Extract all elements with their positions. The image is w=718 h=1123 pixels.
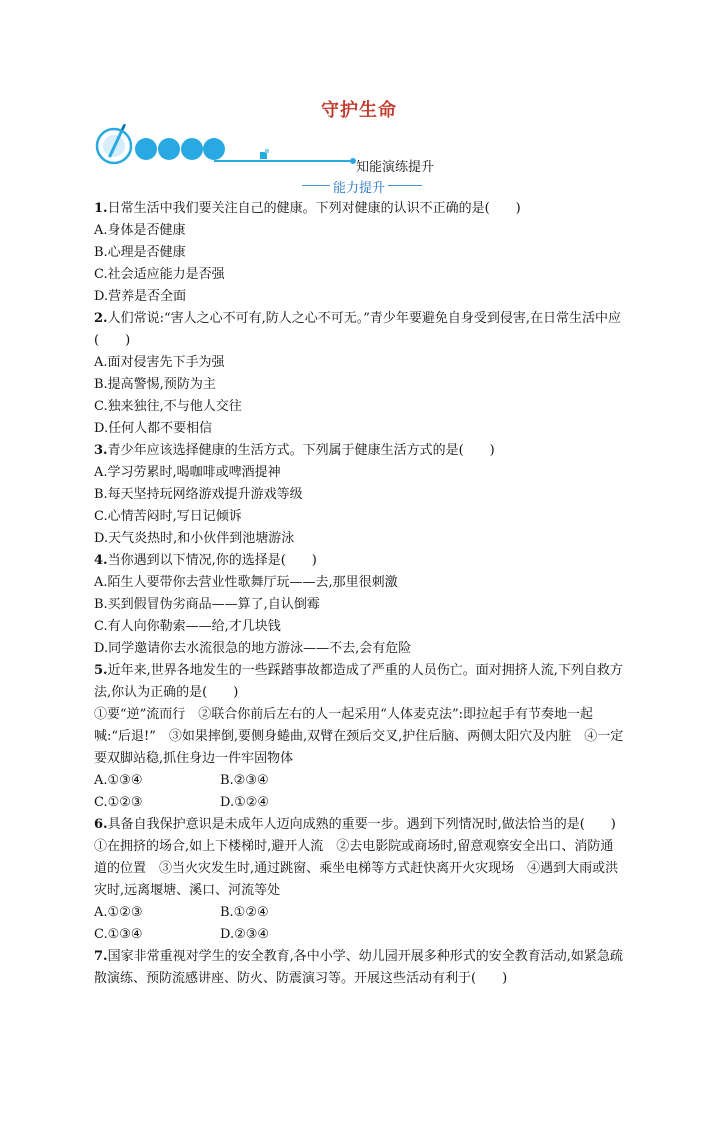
question-1 [94,198,624,220]
question-number: 1. [94,201,108,216]
option-a: A.①③④ [94,773,143,788]
option-d: D.天气炎热时,和小伙伴到池塘游泳 [94,531,295,546]
option-c: C.独来独往,不与他人交往 [94,399,242,414]
question-number: 7. [94,949,108,964]
option-row [94,902,624,924]
banner-label: 知能演练提升 [356,160,435,175]
option-d: D.①②④ [220,795,270,810]
option-c: C.①③④ [94,927,143,942]
question-list [94,198,624,990]
question-stem: 日常生活中我们要关注自己的健康。下列对健康的认识不正确的是( ) [107,201,521,216]
option-b: B.心理是否健康 [94,245,186,260]
option-a: A.面对侵害先下手为强 [94,355,225,370]
question-6 [94,814,624,836]
page-title: 守护生命 [321,100,397,121]
question-4 [94,550,624,572]
question-stem: 具备自我保护意识是未成年人迈向成熟的重要一步。遇到下列情况时,做法恰当的是( ) [107,817,616,832]
option-a: A.学习劳累时,喝咖啡或啤酒提神 [94,465,281,480]
question-2 [94,308,624,352]
question-statements: ①要“逆”流而行 ②联合你前后左右的人一起采用“人体麦克法”:即拉起手有节奏地一起喊:“后退!” ③如果摔倒,要侧身蜷曲,双臂在颈后交叉,护住后脑、两侧太阳穴及内脏 ④一定要双脚站稳,抓住身边一件牢固物体 [94,707,624,766]
option-c: C.①②③ [94,795,143,810]
question-stem: 国家非常重视对学生的安全教育,各中小学、幼儿园开展多种形式的安全教育活动,如紧急疏散演练、预防流感讲座、防火、防震演习等。开展这些活动有利于( ) [94,949,623,986]
question-number: 3. [94,443,108,458]
option-b: B.提高警惕,预防为主 [94,377,216,392]
option-d: D.营养是否全面 [94,289,187,304]
option-row [94,924,624,946]
option-a: A.身体是否健康 [94,223,186,238]
small-square-icon [260,152,267,159]
question-stem: 近年来,世界各地发生的一些踩踏事故都造成了严重的人员伤亡。面对拥挤人流,下列自救方法,你认为正确的是( ) [94,663,623,700]
section-title: 能力提升 [332,181,385,196]
option-c: C.有人向你勒索——给,才几块钱 [94,619,281,634]
option-row [94,770,624,792]
question-stem: 当你遇到以下情况,你的选择是( ) [107,553,317,568]
question-number: 6. [94,817,108,832]
option-c: C.社会适应能力是否强 [94,267,225,282]
question-number: 2. [94,311,108,326]
option-b: B.②③④ [220,773,269,788]
option-d: D.②③④ [220,927,270,942]
option-b: B.买到假冒伪劣商品——算了,自认倒霉 [94,597,320,612]
option-b: B.①②④ [220,905,269,920]
question-statements: ①在拥挤的场合,如上下楼梯时,避开人流 ②去电影院或商场时,留意观察安全出口、消防通道的位置 ③当火灾发生时,通过跳窗、乘坐电梯等方式赶快离开火灾现场 ④遇到大雨或洪灾时,远离堰塘、溪口、河流等处 [94,839,619,898]
option-a: A.①②③ [94,905,143,920]
question-3 [94,440,624,462]
question-stem: 人们常说:“害人之心不可有,防人之心不可无。”青少年要避免自身受到侵害,在日常生活中应( ) [94,311,622,348]
option-d: D.任何人都不要相信 [94,421,213,436]
question-7 [94,946,624,990]
pen-book-icon [97,124,131,163]
option-row [94,792,624,814]
decorative-dots [135,138,225,160]
question-stem: 青少年应该选择健康的生活方式。下列属于健康生活方式的是( ) [107,443,495,458]
option-c: C.心情苦闷时,写日记倾诉 [94,509,242,524]
option-d: D.同学邀请你去水流很急的地方游泳——不去,会有危险 [94,641,412,656]
question-5 [94,660,624,704]
option-b: B.每天坚持玩网络游戏提升游戏等级 [94,487,303,502]
option-a: A.陌生人要带你去营业性歌舞厅玩——去,那里很刺激 [94,575,398,590]
question-number: 4. [94,553,108,568]
question-number: 5. [94,663,108,678]
